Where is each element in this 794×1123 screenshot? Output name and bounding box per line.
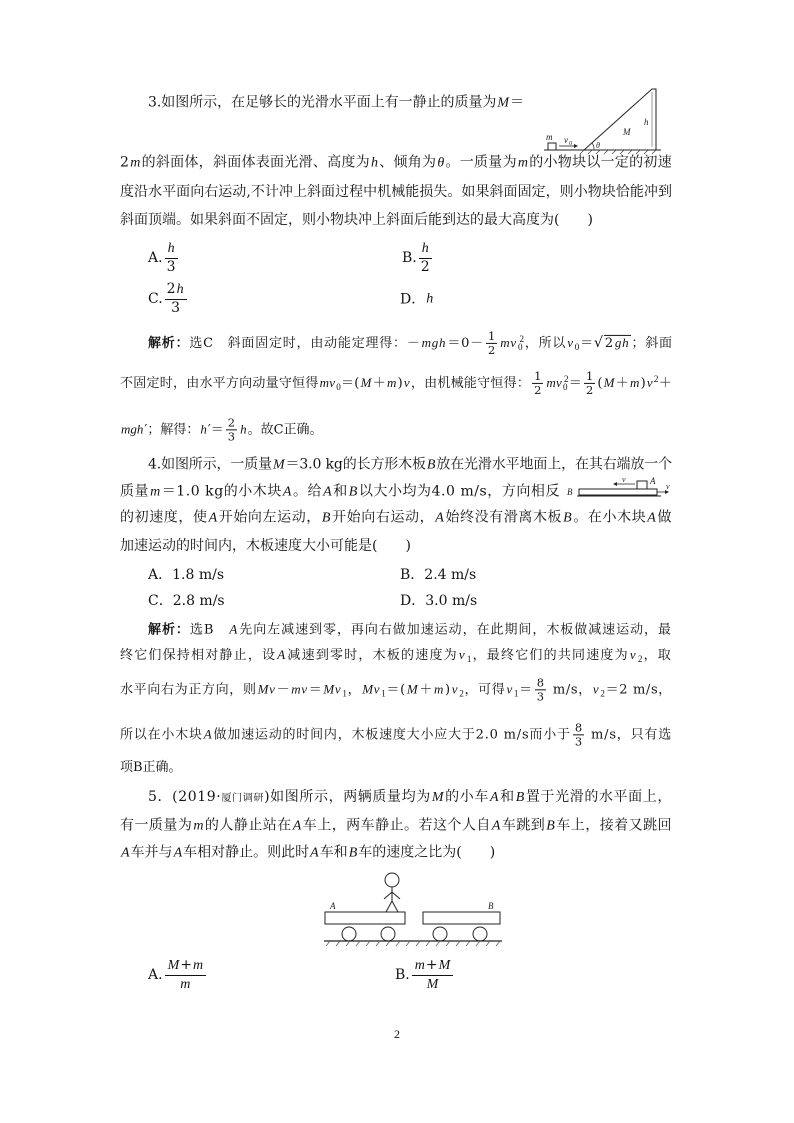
text-run: ′；解得： xyxy=(144,422,200,438)
text-run: 。故C正确。 xyxy=(247,422,323,438)
text-run: 。在小木块 xyxy=(573,509,647,526)
text-run: m/s，只有选 xyxy=(586,727,672,743)
fraction-denominator xyxy=(486,343,497,357)
fraction-numerator xyxy=(165,957,207,975)
fraction-numerator xyxy=(486,330,497,343)
text-run: ，可得 xyxy=(464,682,506,698)
angle-label: θ xyxy=(596,141,600,150)
fraction xyxy=(584,370,595,397)
math-variable: A xyxy=(121,845,130,861)
math-variable: v xyxy=(451,681,459,697)
text-run: 、倾角为 xyxy=(379,154,437,171)
small-text: 厦门调研 xyxy=(221,793,265,804)
q4-solution-line-1 xyxy=(148,620,672,641)
math-variable: A xyxy=(208,510,218,526)
q4-option-b xyxy=(400,565,476,585)
option-content xyxy=(163,957,209,993)
fraction-denominator xyxy=(165,258,178,277)
fraction-numerator xyxy=(535,676,546,689)
q3-line-1 xyxy=(148,93,524,114)
radicand xyxy=(604,335,632,351)
option-content xyxy=(417,240,434,276)
math-variable: A xyxy=(310,845,319,861)
text-run: 2 xyxy=(586,382,594,397)
height-label: h xyxy=(644,117,649,127)
text-run: 和 xyxy=(333,483,348,500)
text-run: ＋ xyxy=(615,375,629,391)
text-run: 2 xyxy=(534,382,542,397)
text-run: 质量 xyxy=(120,483,150,500)
math-variable: B xyxy=(426,457,436,473)
math-variable: v xyxy=(458,646,466,662)
option-content xyxy=(425,289,434,310)
option-label: B. xyxy=(402,250,417,266)
text-run: 8 xyxy=(536,675,545,690)
math-variable: B xyxy=(348,484,358,500)
option-label: B. xyxy=(395,967,410,983)
option-content xyxy=(425,591,477,611)
q4-solution-line-5 xyxy=(120,758,182,778)
text-run: 做 xyxy=(657,509,673,526)
fraction xyxy=(532,370,543,397)
subscript: 0 xyxy=(336,382,342,393)
fraction-denominator xyxy=(412,975,454,994)
text-run: ＝( xyxy=(341,375,360,391)
text-run: － xyxy=(276,682,291,698)
block-shape xyxy=(637,481,647,489)
block-label: m xyxy=(546,132,553,142)
superscript: 2 xyxy=(653,373,659,384)
text-run: 以大小均为4.0 m/s，方向相反 xyxy=(358,483,560,500)
velocity-arrowhead xyxy=(574,144,578,148)
math-variable: A xyxy=(491,818,501,834)
math-variable: m xyxy=(180,976,191,992)
text-run: ＋ xyxy=(658,375,672,391)
text-run: ＝ xyxy=(308,682,323,698)
text-run: 。一质量为 xyxy=(445,154,517,171)
text-run: 2 xyxy=(487,342,496,357)
math-variable: m xyxy=(192,958,204,973)
fraction-denominator xyxy=(532,383,543,397)
text-run: 水平向右为正方向，则 xyxy=(120,682,257,698)
text-run: m/s， xyxy=(548,682,592,698)
option-label: A. xyxy=(148,250,163,266)
q5-line-1 xyxy=(148,787,672,809)
option-label: D． xyxy=(400,291,426,307)
board-label: B xyxy=(567,487,573,497)
cart-b-label: B xyxy=(488,901,494,911)
text-run: 3 xyxy=(166,258,176,275)
fraction xyxy=(165,240,178,276)
velocity-label: v xyxy=(564,135,568,145)
math-variable: M xyxy=(426,976,439,992)
text-run: 车上，接着又跳回 xyxy=(556,817,673,834)
text-run: 斜面顶端。如果斜面不固定，则小物块冲上斜面后能到达的最大高度为( ) xyxy=(120,212,593,228)
text-run: 3.如图所示，在足够长的光滑水平面上有一静止的质量为 xyxy=(148,94,497,111)
q5-line-3 xyxy=(120,843,495,864)
q4-option-d xyxy=(400,591,477,611)
math-variable: A xyxy=(647,510,657,526)
carts-figure xyxy=(320,868,508,952)
text-run: 5．(2019· xyxy=(148,789,222,805)
cart-a-wheel xyxy=(381,927,395,941)
fraction xyxy=(165,957,207,993)
fraction-denominator xyxy=(165,975,207,994)
text-run: ＝3.0 kg的长方形木板 xyxy=(285,456,426,473)
page-number: 2 xyxy=(394,1027,400,1041)
fraction-numerator xyxy=(165,281,187,299)
option-label: D． xyxy=(400,593,426,609)
text-run: 开始向右运动， xyxy=(332,509,435,526)
option-content xyxy=(424,565,476,585)
text-run: 车相对静止。则此时 xyxy=(183,844,310,861)
math-variable: B xyxy=(321,510,332,526)
text-run: 项B正确。 xyxy=(120,760,182,775)
text-run: ＋ xyxy=(419,682,433,698)
math-variable: m xyxy=(130,155,141,171)
text-run: + xyxy=(180,957,192,973)
q4-solution-line-4 xyxy=(120,721,672,748)
text-run: ，取 xyxy=(643,647,672,663)
math-variable: v xyxy=(506,681,513,697)
math-variable: A xyxy=(203,726,213,742)
fraction-numerator xyxy=(419,240,432,258)
q3-solution-line-3 xyxy=(120,416,323,443)
math-variable: v xyxy=(629,646,637,662)
math-variable: gh xyxy=(614,334,630,350)
text-run: ) xyxy=(445,682,451,698)
text-run: ＝2 m/s， xyxy=(605,682,672,698)
math-variable: M xyxy=(272,457,285,473)
fraction-denominator xyxy=(573,735,584,749)
q3-solution-line-2 xyxy=(120,369,672,397)
text-run: 2.4 m/s xyxy=(424,567,477,583)
text-run: 。给 xyxy=(293,483,323,500)
math-variable: B xyxy=(563,510,573,526)
subscript: 2 xyxy=(600,688,606,699)
fraction xyxy=(535,676,546,703)
text-run: ，最终它们的共同速度为 xyxy=(472,647,629,663)
text-run: + xyxy=(425,957,438,973)
q3-option-d xyxy=(400,289,434,310)
fraction-denominator xyxy=(419,258,432,277)
option-content xyxy=(173,591,225,611)
subscript: 1 xyxy=(513,688,520,699)
text-run: 和 xyxy=(500,789,515,805)
math-variable: h xyxy=(240,421,247,437)
math-variable: M xyxy=(167,958,180,973)
text-run: 先向左减速到零，再向右做加速运动，在此期间，木板做减速运动，最 xyxy=(239,622,672,638)
text-run: 2.8 m/s xyxy=(172,593,225,609)
text-run: 置于光滑的水平面上， xyxy=(525,789,672,805)
math-variable: A xyxy=(489,790,500,805)
block-velocity-arrowhead xyxy=(613,482,617,486)
fraction xyxy=(226,416,237,443)
text-run: ＝ xyxy=(519,682,533,698)
text-run: ，所以 xyxy=(524,335,567,351)
q4-option-c xyxy=(148,591,225,611)
text-run: 2 xyxy=(604,335,614,351)
text-run: 车的速度之比为( ) xyxy=(358,844,496,861)
board-shape xyxy=(579,489,657,495)
q5-option-b xyxy=(395,957,455,993)
math-variable: B xyxy=(515,790,525,805)
math-variable: mgh xyxy=(121,421,144,437)
text-run: 3 xyxy=(536,689,545,704)
text-run: 车上，两车静止。若这个人自 xyxy=(302,817,491,834)
q4-line-2 xyxy=(120,482,560,503)
text-run: 3.0 m/s xyxy=(425,593,478,609)
fraction-numerator xyxy=(532,370,543,383)
option-content xyxy=(172,565,224,585)
math-variable: v xyxy=(592,681,600,697)
math-variable: M xyxy=(431,790,445,805)
math-variable: m xyxy=(150,484,161,500)
text-run: 1 xyxy=(534,368,542,383)
math-variable: M xyxy=(497,95,510,111)
math-variable: h xyxy=(370,155,379,171)
text-run: ， xyxy=(347,682,362,698)
text-run: )如图所示，两辆质量均为 xyxy=(264,789,431,805)
fraction-denominator xyxy=(165,299,187,318)
q3-option-b xyxy=(402,240,434,276)
text-run: ′＝ xyxy=(207,422,224,438)
text-run: 的小物块以一定的初速 xyxy=(529,154,672,171)
small-block xyxy=(548,143,556,150)
option-content xyxy=(410,957,456,993)
math-variable: A xyxy=(435,510,445,526)
text-run: 做加速运动的时间内，木板速度大小应大于2.0 m/s而小于 xyxy=(213,727,571,743)
math-variable: v xyxy=(403,374,410,390)
text-run: 度沿水平面向右运动,不计冲上斜面过程中机械能损失。如果斜面固定，则小物块恰能冲到 xyxy=(120,184,672,200)
math-variable: M xyxy=(406,681,419,697)
math-variable: m xyxy=(414,958,425,973)
fraction-numerator xyxy=(573,721,584,734)
text-run: 车和 xyxy=(319,844,348,861)
text-run: 所以在小木块 xyxy=(120,727,203,743)
subscript: 2 xyxy=(637,654,644,665)
subscript: 0 xyxy=(563,382,568,393)
q4-line-4 xyxy=(120,536,411,556)
text-run: 选C 斜面固定时，由动能定理得：－ xyxy=(189,335,421,351)
superscript: 2 xyxy=(519,333,525,344)
math-variable: B xyxy=(348,845,358,861)
math-variable: m xyxy=(193,818,204,834)
text-run: 3 xyxy=(574,734,583,749)
text-run: 2 xyxy=(120,154,130,171)
cart-a-body xyxy=(325,912,405,924)
math-variable: m xyxy=(629,374,640,390)
fraction-denominator xyxy=(584,383,595,397)
option-label: A. xyxy=(148,967,163,983)
board-figure xyxy=(565,474,673,504)
math-variable: θ xyxy=(437,155,445,171)
bold-label: 解析： xyxy=(148,622,190,638)
cart-b-body xyxy=(423,912,500,924)
q4-line-1 xyxy=(148,455,672,476)
incline-figure xyxy=(540,84,665,156)
math-variable: mv xyxy=(319,374,336,390)
math-variable: M xyxy=(603,374,615,390)
math-variable: m xyxy=(386,374,397,390)
math-variable: h xyxy=(167,241,175,256)
text-run: ＝ xyxy=(510,94,525,111)
person-figure xyxy=(384,873,400,912)
q3-option-c xyxy=(148,281,189,317)
cart-a-label: A xyxy=(330,901,336,911)
fraction-denominator xyxy=(535,689,546,703)
text-run: ＝1.0 kg的小木块 xyxy=(161,483,282,500)
ground-hatching xyxy=(326,941,500,946)
fraction-numerator xyxy=(412,957,454,975)
block-label: A xyxy=(650,476,656,486)
q4-line-3 xyxy=(120,508,672,529)
cart-b-wheel xyxy=(473,927,487,941)
square-root xyxy=(594,333,632,354)
math-variable: mv xyxy=(546,374,562,390)
text-run: 始终没有滑离木板 xyxy=(445,509,563,526)
text-run: ，由机械能守恒得： xyxy=(410,375,531,391)
fraction xyxy=(165,281,187,317)
text-run: 的斜面体，斜面体表面光滑、高度为 xyxy=(141,154,370,171)
fraction-numerator xyxy=(584,370,595,383)
subscript: 1 xyxy=(342,688,348,699)
math-variable: h xyxy=(176,282,184,297)
math-variable: mgh xyxy=(421,334,447,350)
text-run: 不固定时，由水平方向动量守恒得 xyxy=(120,375,319,391)
fraction-denominator xyxy=(226,430,237,444)
text-run: ) xyxy=(640,375,646,391)
math-variable: Mv xyxy=(323,681,342,697)
math-variable: Mv xyxy=(362,681,381,697)
math-variable: m xyxy=(433,681,445,697)
text-run: ＝( xyxy=(386,682,406,698)
text-run: 1.8 m/s xyxy=(172,567,225,583)
bold-label: 解析： xyxy=(148,335,190,351)
text-run: 2 xyxy=(420,258,430,275)
math-variable: A xyxy=(229,621,239,637)
cart-a-wheel xyxy=(342,927,356,941)
fraction-numerator xyxy=(165,240,178,258)
text-run: 开始向左运动， xyxy=(218,509,321,526)
text-run: 的小车 xyxy=(445,789,489,805)
math-variable: M xyxy=(438,958,451,973)
math-variable: A xyxy=(292,818,302,834)
math-variable: A xyxy=(277,646,287,662)
fraction-numerator xyxy=(226,416,237,429)
text-run: 3 xyxy=(171,299,181,316)
q3-line-2 xyxy=(120,153,672,174)
math-variable: A xyxy=(323,484,333,500)
text-run: ) xyxy=(397,375,403,391)
text-run: 2 xyxy=(227,415,236,430)
block-velocity-label: v xyxy=(622,475,626,484)
q4-option-a xyxy=(148,565,224,585)
q3-solution-line-1 xyxy=(148,329,672,357)
fraction xyxy=(573,721,584,748)
option-label: C. xyxy=(148,291,163,307)
q3-option-a xyxy=(148,240,180,276)
math-variable: mv xyxy=(291,681,308,697)
text-run: 终它们保持相对静止，设 xyxy=(120,647,277,663)
option-label: A． xyxy=(148,567,173,583)
q4-solution-line-2 xyxy=(120,645,672,669)
text-run: 加速运动的时间内，木板速度大小可能是( ) xyxy=(120,538,411,554)
text-run: ＋ xyxy=(372,375,386,391)
q3-line-3 xyxy=(120,182,672,202)
math-variable: h xyxy=(421,241,429,256)
text-run: 2 xyxy=(166,281,176,297)
text-run: 的人静止站在 xyxy=(204,817,292,834)
option-label: C． xyxy=(148,593,173,609)
text-run: ；斜面 xyxy=(631,335,673,351)
text-run: ( xyxy=(597,375,603,391)
math-variable: h xyxy=(426,291,434,307)
text-run: ＝ xyxy=(568,375,583,391)
math-variable: v xyxy=(567,334,574,350)
q4-solution-line-3 xyxy=(120,676,672,703)
fraction xyxy=(419,240,432,276)
math-variable: v xyxy=(646,374,653,390)
subscript: 1 xyxy=(381,688,387,699)
text-run: 选B xyxy=(189,622,229,638)
text-run: 的初速度，使 xyxy=(120,509,208,526)
text-run: 1 xyxy=(487,328,496,343)
wedge-label: M xyxy=(623,127,631,137)
subscript: 2 xyxy=(459,688,465,699)
option-label: B． xyxy=(400,567,425,583)
math-variable: A xyxy=(282,484,292,500)
q3-line-4 xyxy=(120,210,593,230)
math-variable: m xyxy=(517,155,529,171)
q5-line-2 xyxy=(120,816,672,837)
subscript: 0 xyxy=(574,342,581,353)
math-variable: h xyxy=(200,421,207,437)
q5-option-a xyxy=(148,957,208,993)
subscript: 0 xyxy=(517,342,524,353)
subscript: 1 xyxy=(466,654,473,665)
text-run: 车并与 xyxy=(130,844,173,861)
text-run: 减速到零时，木板的速度为 xyxy=(287,647,458,663)
board-velocity-label: v xyxy=(666,482,670,491)
math-variable: mv xyxy=(500,334,517,350)
text-run: 车跳到 xyxy=(501,817,546,834)
velocity-subscript: 0 xyxy=(569,141,572,147)
text-run: ＝ xyxy=(580,335,594,351)
option-content xyxy=(163,281,189,317)
text-run: 放在光滑水平地面上，在其右端放一个 xyxy=(436,456,672,473)
superscript: 2 xyxy=(563,373,569,384)
option-content xyxy=(163,240,180,276)
text-run: 3 xyxy=(227,429,236,444)
math-variable: Mv xyxy=(257,681,276,697)
math-variable: A xyxy=(173,845,183,861)
math-variable: M xyxy=(360,374,372,390)
text-run: 有一质量为 xyxy=(120,817,193,834)
cart-b-wheel xyxy=(433,927,447,941)
text-run: 8 xyxy=(574,720,583,735)
math-variable: B xyxy=(546,818,556,834)
fraction xyxy=(412,957,454,993)
text-run: 1 xyxy=(586,368,594,383)
text-run: ＝0－ xyxy=(447,335,484,351)
fraction xyxy=(486,330,497,357)
text-run: 4.如图所示，一质量 xyxy=(148,456,272,473)
